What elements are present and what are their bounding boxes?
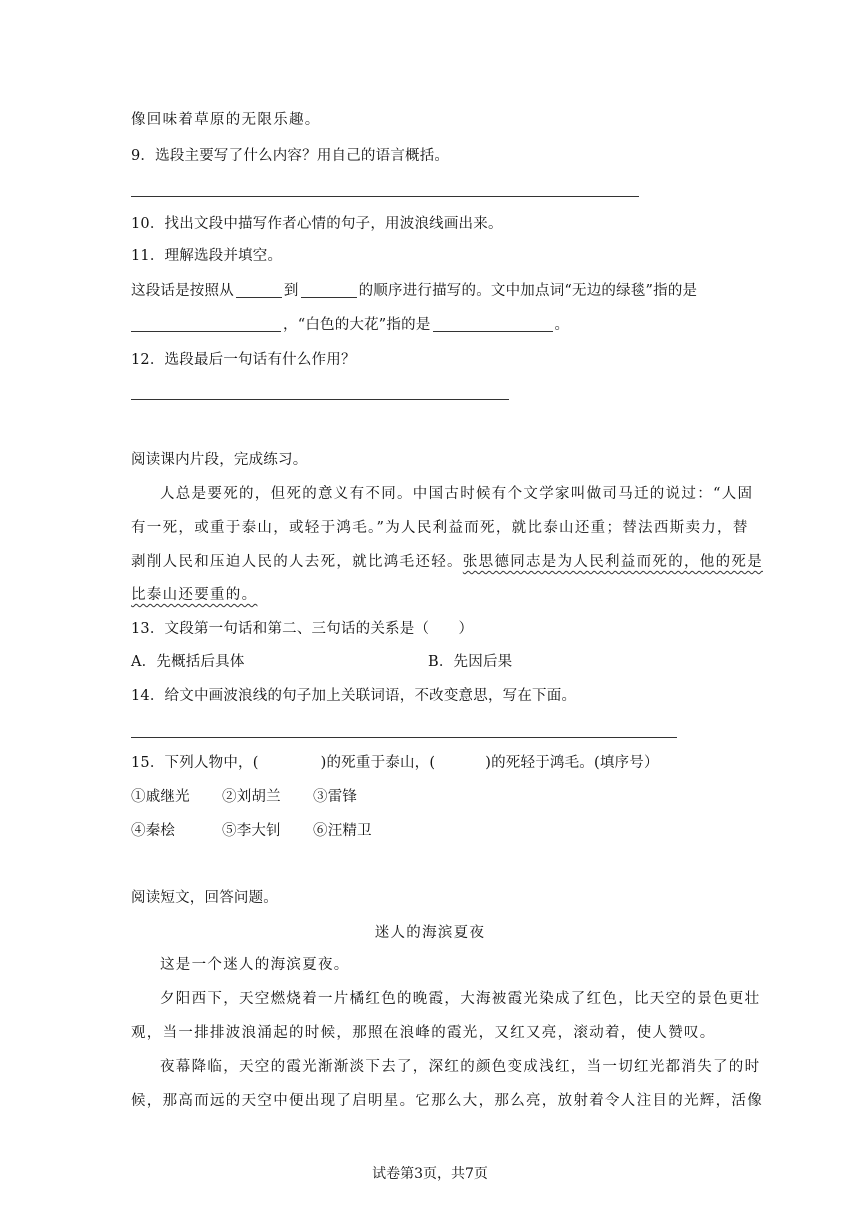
- wavy-sentence-part2: 比泰山还要重的。: [131, 587, 258, 603]
- q15-options-row1: [131, 787, 357, 807]
- option-6: ⑥汪精卫: [313, 823, 372, 839]
- passage2-line3: [131, 552, 763, 572]
- question-15: [131, 753, 659, 773]
- passage2-line2: 有一死，或重于泰山，或轻于鸿毛。”为人民利益而死，就比泰山还重；替法西斯卖力，替: [131, 520, 749, 536]
- passage2-line1: 人总是要死的，但死的意义有不同。中国古时候有个文学家叫做司马迁的说过：“人固: [160, 486, 754, 502]
- blank-green-carpet[interactable]: [131, 315, 281, 332]
- article-p3-line1: 夜幕降临，天空的霞光渐渐淡下去了，深红的颜色变成浅红，当一切红光都消失了的时: [160, 1059, 761, 1075]
- page-footer: 试卷第3页，共7页: [372, 1166, 488, 1182]
- section2-intro: 阅读课内片段，完成练习。: [131, 452, 308, 468]
- question-13: 13．文段第一句话和第二、三句话的关系是（ ）: [131, 621, 474, 637]
- answer-line-q12[interactable]: [131, 399, 509, 400]
- article-p2-line1: 夕阳西下，天空燃烧着一片橘红色的晚霞，大海被霞光染成了红色，比天空的景色更壮: [160, 991, 761, 1007]
- q11-text-b1: ，“白色的大花”指的是: [283, 317, 431, 333]
- q15-text-b: )的死重于泰山，(: [320, 755, 436, 771]
- article-title: 迷人的海滨夏夜: [374, 925, 486, 941]
- q15-text-a: 15．下列人物中，(: [131, 755, 259, 771]
- passage-tail: 像回味着草原的无限乐趣。: [131, 112, 321, 128]
- q15-text-c: )的死轻于鸿毛。(填序号）: [485, 755, 659, 771]
- q11-text-b2: 。: [554, 317, 570, 333]
- blank-to[interactable]: [301, 281, 357, 298]
- article-p3-line2: 候，那高而远的天空中便出现了启明星。它那么大，那么亮，放射着令人注目的光辉，活像: [131, 1093, 763, 1109]
- question-11: 11．理解选段并填空。: [131, 248, 283, 264]
- passage2-line3-plain: 剥削人民和压迫人民的人去死，就比鸿毛还轻。: [131, 554, 463, 570]
- question-9: 9．选段主要写了什么内容？用自己的语言概括。: [131, 148, 450, 164]
- question-11-line2: [131, 315, 569, 335]
- option-2: ②刘胡兰: [222, 789, 281, 805]
- option-1: ①戚继光: [131, 789, 190, 805]
- option-a[interactable]: A．先概括后具体: [131, 654, 245, 670]
- wavy-sentence-part1: 张思德同志是为人民利益而死的，他的死是: [462, 554, 764, 570]
- option-b[interactable]: B．先因后果: [428, 654, 513, 670]
- article-p1: 这是一个迷人的海滨夏夜。: [160, 957, 350, 973]
- question-10: 10．找出文段中描写作者心情的句子，用波浪线画出来。: [131, 216, 503, 232]
- section3-intro: 阅读短文，回答问题。: [131, 890, 278, 906]
- q15-options-row2: [131, 821, 372, 841]
- blank-white-flower[interactable]: [433, 315, 553, 332]
- q11-text-a1: 这段话是按照从: [131, 283, 234, 299]
- question-13-options: [131, 652, 512, 672]
- question-12: 12．选段最后一句话有什么作用？: [131, 352, 356, 368]
- option-3: ③雷锋: [313, 789, 358, 805]
- option-5: ⑤李大钊: [222, 823, 281, 839]
- question-14: 14．给文中画波浪线的句子加上关联词语，不改变意思，写在下面。: [131, 688, 577, 704]
- blank-from[interactable]: [236, 281, 282, 298]
- question-11-line1: [131, 281, 697, 301]
- q11-text-a3: 的顺序进行描写的。文中加点词“无边的绿毯”指的是: [358, 283, 698, 299]
- option-4: ④秦桧: [131, 823, 176, 839]
- answer-line-q14[interactable]: [131, 737, 677, 738]
- q11-text-a2: 到: [283, 283, 299, 299]
- article-p2-line2: 观，当一排排波浪涌起的时候，那照在浪峰的霞光，又红又亮，滚动着，使人赞叹。: [131, 1025, 716, 1041]
- answer-line-q9[interactable]: [131, 196, 639, 197]
- passage2-line4: [131, 585, 257, 605]
